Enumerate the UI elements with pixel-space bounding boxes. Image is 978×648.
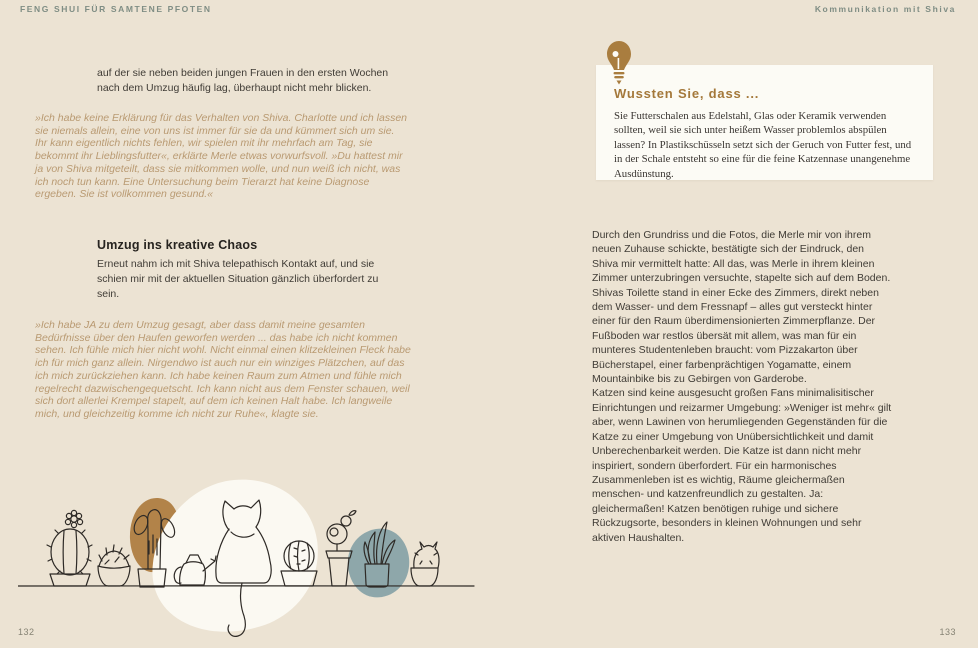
spiky-plant-in-bowl <box>98 545 130 586</box>
round-cactus-with-flower <box>47 510 92 586</box>
page-number-left: 132 <box>18 627 35 637</box>
blob-white <box>152 480 317 632</box>
left-section-paragraph: Erneut nahm ich mit Shiva telepathisch Kontakt auf, und sie schien mir mit der aktuellen Situation gänzlich überfordert zu sein. <box>97 258 379 300</box>
left-section-heading: Umzug ins kreative Chaos <box>97 238 258 252</box>
infobox-body: Sie Futterschalen aus Edelstahl, Glas oder Keramik verwenden sollten, weil sie sich unter heißem Wasser problemlos abspülen lassen? In Plastikschüsseln setzt sich der Geruch von Futter fest, und in der Schale entsteht so eine für die feine Katzennase unangenehme Ausdünstung. <box>614 110 912 180</box>
left-quote-1: »Ich habe keine Erklärung für das Verhalten von Shiva. Charlotte und ich lassen sie niemals allein, eine von uns ist immer für sie da und kümmert sich um sie. Ihr kann eigentlich nichts fehlen, wir spielen mit ihr mehrfach am Tag, sie bekommt ihr Lieblingsfutter«, erklärte Merle etwas vorwurfsvoll. »Du hattest mir ja von Shiva mitgeteilt, dass sie mitkommen wolle, und nun weiß ich nicht, was ich noch tun kann. Eine Untersuchung beim Tierarzt hat keine Diagnose ergeben. Sie ist vollkommen gesund.« <box>35 112 408 201</box>
right-body-text <box>592 228 893 545</box>
running-head-right: Kommunikation mit Shiva <box>814 4 956 14</box>
did-you-know-infobox <box>596 65 933 180</box>
infobox-title: Wussten Sie, dass ... <box>614 86 760 101</box>
page-number-right: 133 <box>939 627 956 637</box>
running-head-left: FENG SHUI FÜR SAMTENE PFOTEN <box>20 4 212 14</box>
left-intro-paragraph: auf der sie neben beiden jungen Frauen in den ersten Wochen nach dem Umzug häufig lag, überhaupt nicht mehr blicken. <box>97 67 389 94</box>
left-quote-2: »Ich habe JA zu dem Umzug gesagt, aber dass damit meine gesamten Bedürfnisse über den Haufen geworfen werden ... das habe ich nicht kommen sehen. Ich fühle mich hier nicht wohl. Nicht einmal einen klitzekleinen Fleck habe ich für mich ganz allein. Nirgendwo ist auch nur ein winziges Plätzchen, auf das ich mich zurückziehen kann. Ich habe keinen Raum zum Atmen und fühle mich regelrecht dazwischengequetscht. Ich kann nicht aus dem Fenster schauen, weil sich dort allerlei Krempel stapelt, auf dem ich keinen Halt habe. Ich langweile mich, und gleichzeitig komme ich nicht zur Ruhe«, klagte sie. <box>35 319 411 420</box>
line-art-svg <box>18 455 488 648</box>
small-spiky-cactus <box>411 542 439 586</box>
right-paragraph-1: Durch den Grundriss und die Fotos, die Merle mir von ihrem neuen Zuhause schickte, bestätigte sich der Eindruck, den Shiva mir vermittelt hatte: All das, was Merle in ihrem kleinen Zimmer unterzubringen versuchte, stapelte sich auf dem Boden. Shivas Toilette stand in einer Ecke des Zimmers, direkt neben dem Wasser- und dem Fressnapf – alles gut versteckt hinter einer für den Raum überdimensionierten Zimmerpflanze. Der Fußboden war restlos übersät mit allem, was man für ein munteres Studentenleben braucht: vom Pizzakarton über Bücherstapel, einer farbenprächtigen Yogamatte, einem Mountainbike bis zu Gebirgen von Garderobe. <box>592 229 891 386</box>
right-paragraph-2: Katzen sind keine ausgesucht großen Fans minimalisitischer Einrichtungen und reizarmer Umgebung: »Weniger ist mehr« gilt aber, wenn Lawinen von herumliegenden Gegenständen für die Katze zu einer Umgebung von Unübersichtlichkeit und damit Unberechenbarkeit werden. Die Katze ist dann nicht mehr inspiriert, sondern überfordert. Für ein harmonisches Zusammenleben ist es wichtig, Räume gleichermaßen menschen- und katzenfreundlich zu gestalten. Ja: gleichermaßen! Katzen benötigen ruhige und sichere Rückzugsorte, besonders in kleinen Wohnungen und sehr aktiven Haushalten. <box>592 387 892 544</box>
lightbulb-icon <box>606 40 632 89</box>
cat-and-plants-illustration <box>18 455 488 648</box>
